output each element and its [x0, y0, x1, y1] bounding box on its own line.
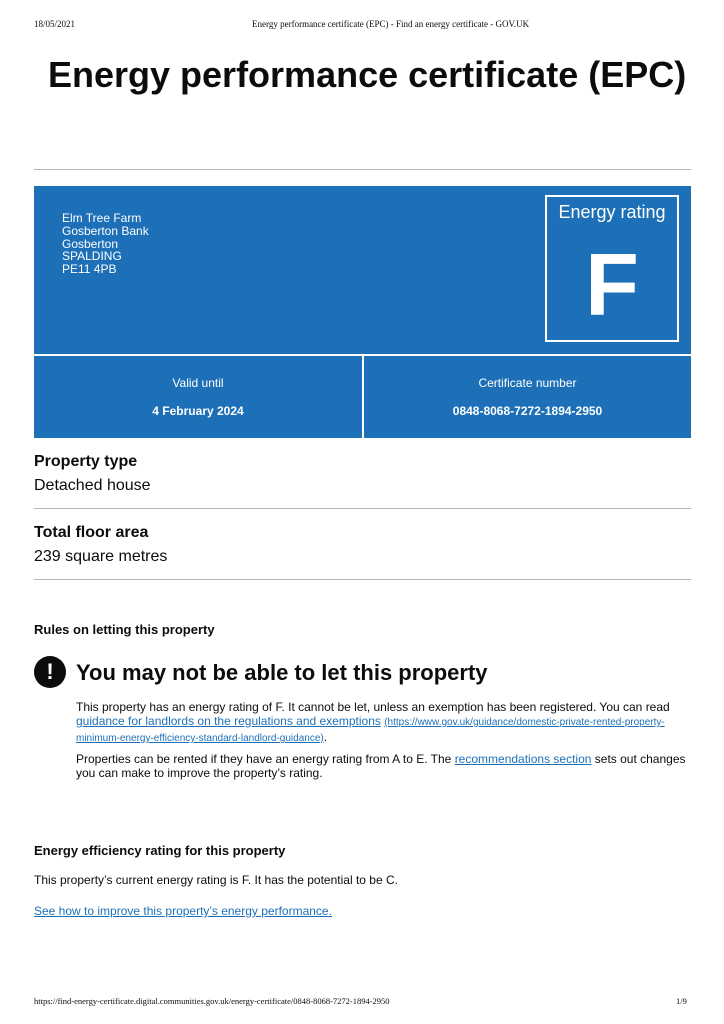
property-type-value: Detached house [34, 477, 151, 494]
certificate-number-value: 0848-8068-7272-1894-2950 [452, 404, 603, 418]
letting-text: Properties can be rented if they have an energy rating from A to E. The [76, 752, 452, 766]
property-address [62, 212, 149, 276]
certificate-number-label: Certificate number [478, 376, 577, 390]
divider [34, 169, 691, 170]
valid-until-label: Valid until [172, 376, 224, 390]
divider [34, 508, 691, 509]
page-number: 1/9 [676, 996, 687, 1006]
valid-until-value: 4 February 2024 [152, 404, 244, 418]
floor-area-value: 239 square metres [34, 548, 168, 565]
letting-text-end: . [323, 730, 328, 744]
address-line: SPALDING [62, 249, 122, 264]
divider [34, 579, 691, 580]
letting-text: This property has an energy rating of F. It cannot be let, unless an exemption has been registered. You can read [76, 700, 670, 714]
letting-paragraph-1 [76, 700, 686, 746]
certificate-panel [34, 186, 691, 354]
address-line: Gosberton Bank [62, 223, 149, 238]
landlord-guidance-link[interactable]: guidance for landlords on the regulations and exemptions [76, 714, 381, 728]
efficiency-heading: Energy efficiency rating for this property [34, 843, 286, 858]
print-date: 18/05/2021 [34, 19, 76, 29]
efficiency-text: This property’s current energy rating is F. It has the potential to be C. [34, 873, 398, 887]
energy-rating-box [545, 195, 679, 342]
recommendations-link[interactable]: recommendations section [454, 752, 592, 766]
address-line: Gosberton [62, 236, 119, 251]
print-header-title: Energy performance certificate (EPC) - Find an energy certificate - GOV.UK [252, 19, 530, 29]
improve-performance-link[interactable]: See how to improve this property’s energy performance. [34, 904, 332, 918]
property-type-label: Property type [34, 453, 138, 470]
valid-until-panel [34, 356, 362, 438]
print-footer-url: https://find-energy-certificate.digital.communities.gov.uk/energy-certificate/0848-8068-7272-1894-2950 [34, 996, 390, 1006]
address-line: Elm Tree Farm [62, 211, 142, 225]
page-title: Energy performance certificate (EPC) [48, 54, 687, 95]
letting-heading: Rules on letting this property [34, 622, 215, 637]
energy-rating-label: Energy rating [558, 202, 666, 222]
warning-icon: ! [34, 656, 66, 688]
landlord-guidance-url[interactable]: (https://www.gov.uk/guidance/domestic-private-rented-property-minimum-energy-efficiency-standard-landlord-guidance) [76, 717, 665, 744]
letting-text-end: sets out changes you can make to improve the property’s rating. [76, 752, 686, 780]
floor-area-label: Total floor area [34, 524, 149, 541]
letting-paragraph-2 [76, 752, 686, 780]
certificate-number-panel [364, 356, 691, 438]
warning-title: You may not be able to let this property [76, 660, 488, 685]
energy-rating-letter: F [585, 235, 639, 334]
address-line: PE11 4PB [62, 262, 117, 277]
